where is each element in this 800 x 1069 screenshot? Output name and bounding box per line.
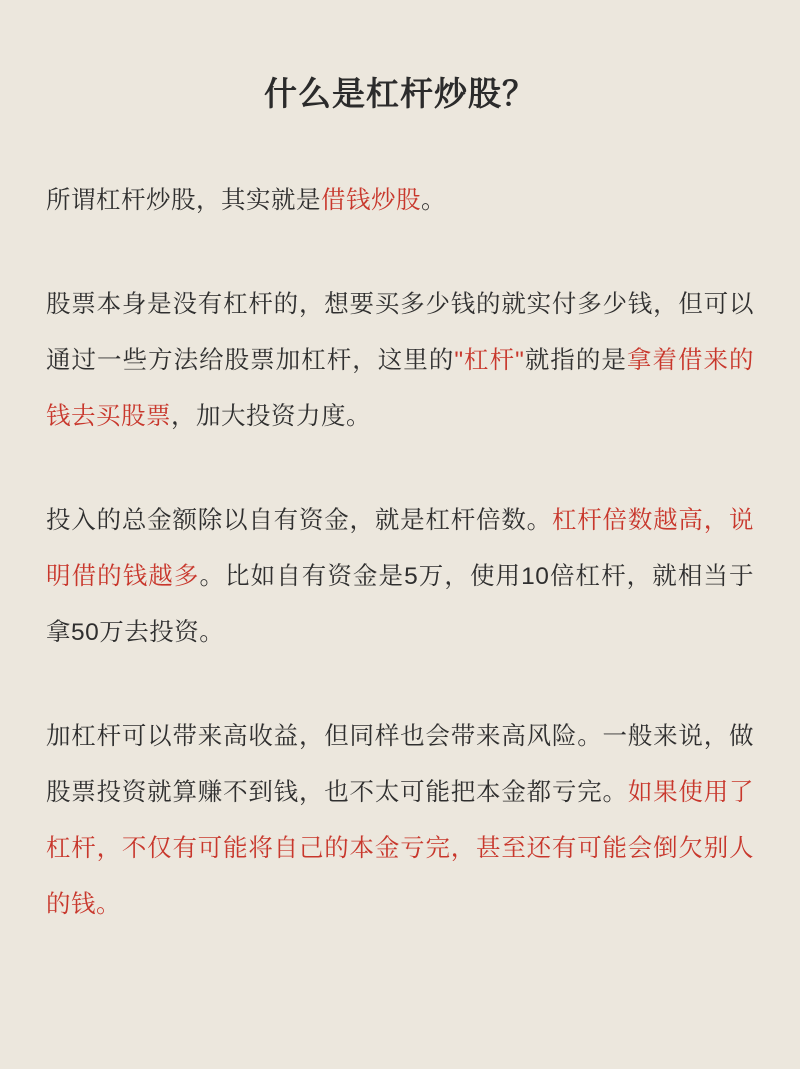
- highlighted-text: 如果使用了杠杆，不仅有可能将自己的本金亏完，甚至还有可能会倒欠别人的钱。: [46, 779, 754, 918]
- article-body: [46, 173, 754, 933]
- body-text: 就指的是: [524, 347, 627, 374]
- body-text: 。比如自有资金是5万，使用10倍杠杆，就相当于拿50万去投资。: [46, 563, 754, 646]
- highlighted-text: 杠杆倍数越高，说明借的钱越多: [46, 507, 755, 590]
- body-text: 投入的总金额除以自有资金，就是杠杆倍数。: [46, 507, 552, 534]
- body-text: 。: [421, 187, 446, 214]
- page-title: 什么是杠杆炒股？: [264, 75, 536, 112]
- highlighted-text: "杠杆": [454, 347, 525, 374]
- paragraph: [46, 493, 754, 661]
- paragraph: [46, 173, 754, 229]
- body-text: 股票本身是没有杠杆的，想要买多少钱的就实付多少钱，但可以通过一些方法给股票加杠杆，这里的: [46, 291, 754, 374]
- body-text: ，加大投资力度。: [171, 403, 371, 430]
- paragraph: [46, 709, 754, 933]
- highlighted-text: 借钱炒股: [321, 187, 421, 214]
- highlighted-text: 拿着借来的钱去买股票: [46, 347, 755, 430]
- paragraph: [46, 277, 754, 445]
- body-text: 加杠杆可以带来高收益，但同样也会带来高风险。一般来说，做股票投资就算赚不到钱，也不太可能把本金都亏完。: [46, 723, 754, 806]
- body-text: 所谓杠杆炒股，其实就是: [46, 187, 321, 214]
